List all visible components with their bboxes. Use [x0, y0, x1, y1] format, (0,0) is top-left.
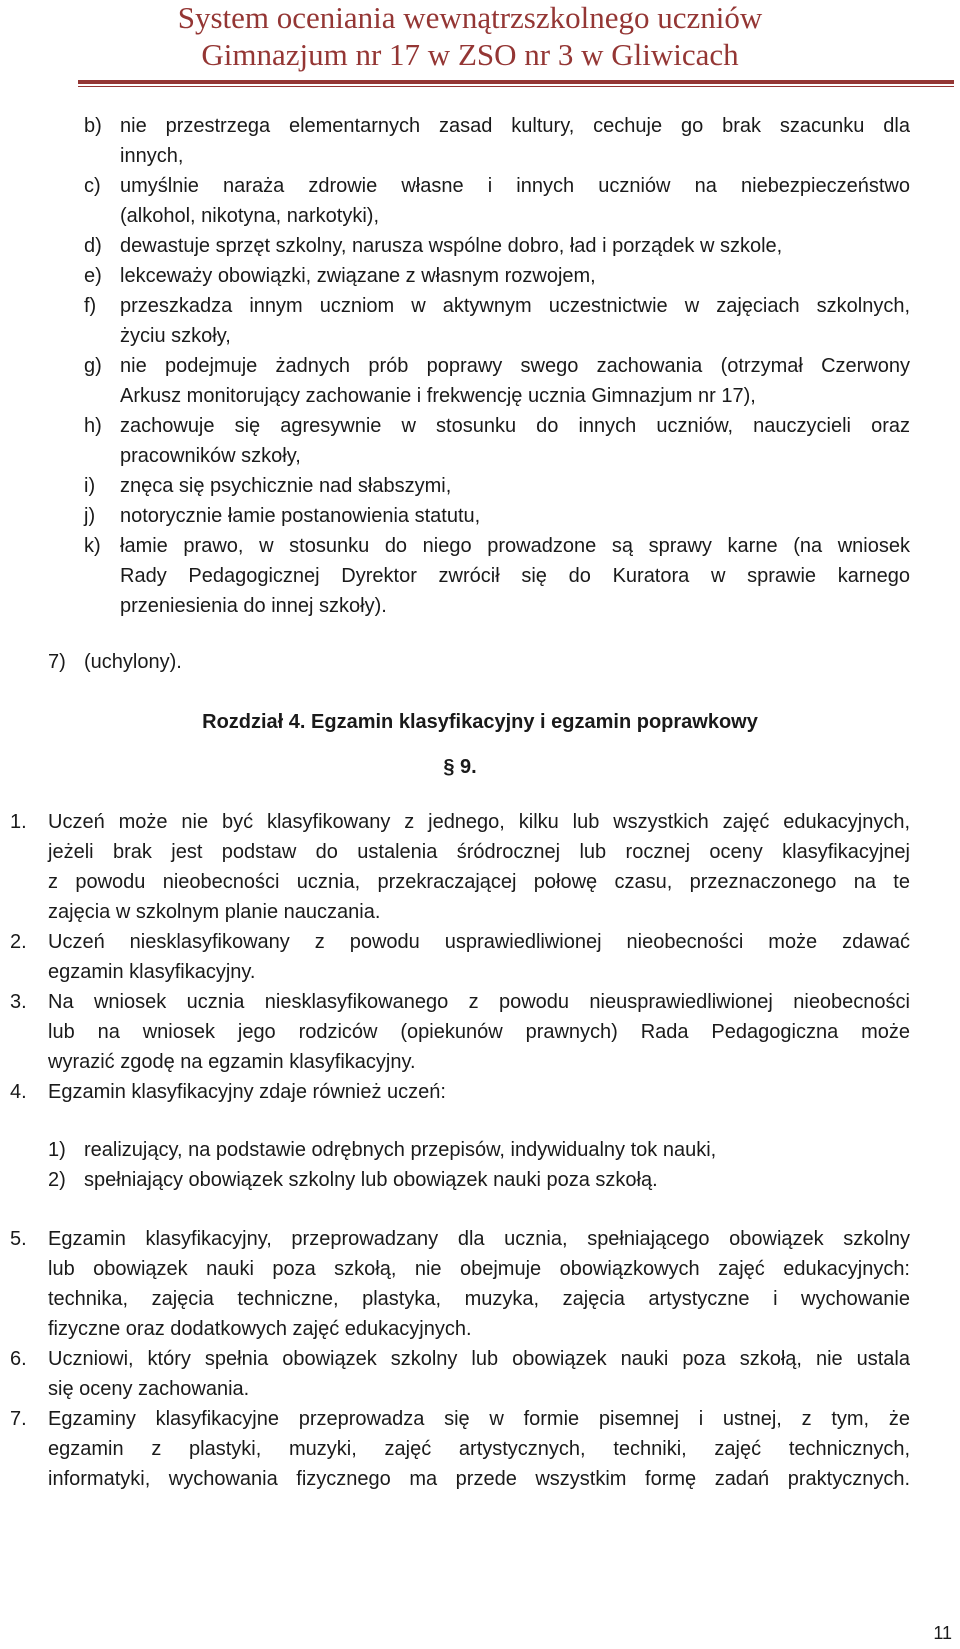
sub-item-text: znęca się psychicznie nad słabszymi, [120, 475, 452, 497]
sub-item-text: nie podejmuje żadnych prób poprawy swego zachowania (otrzymał Czerwony [120, 355, 910, 377]
sub-item-text: Rady Pedagogicznej Dyrektor zwrócił się do Kuratora w sprawie karnego [120, 565, 910, 587]
chapter-title: Rozdział 4. Egzamin klasyfikacyjny i egzamin poprawkowy [202, 711, 758, 733]
point4-item-text: spełniający obowiązek szkolny lub obowiązek nauki poza szkołą. [84, 1169, 658, 1191]
page-number: 11 [933, 1623, 952, 1643]
point-text: fizyczne oraz dodatkowych zajęć edukacyjnych. [48, 1318, 472, 1340]
point-text: lub obowiązek nauki poza szkołą, nie obejmuje obowiązkowych zajęć edukacyjnych: [48, 1258, 910, 1280]
point-text: Uczeń niesklasyfikowany z powodu usprawiedliwionej nieobecności może zdawać [48, 931, 910, 953]
point-text: wyrazić zgodę na egzamin klasyfikacyjny. [48, 1051, 416, 1073]
sub-item-text: nie przestrzega elementarnych zasad kultury, cechuje go brak szacunku dla [120, 115, 910, 137]
point-marker: 1. [10, 811, 27, 833]
sub-item-marker: k) [84, 535, 101, 557]
point-text: się oceny zachowania. [48, 1378, 250, 1400]
sub-item-text: innych, [120, 145, 184, 167]
point-marker: 4. [10, 1081, 27, 1103]
header-rule-thick [78, 80, 954, 84]
point-text: Na wniosek ucznia niesklasyfikowanego z powodu nieusprawiedliwionej nieobecności [48, 991, 910, 1013]
sub-item-marker: c) [84, 175, 101, 197]
point-marker: 7. [10, 1408, 27, 1430]
point4-item-text: realizujący, na podstawie odrębnych przepisów, indywidualny tok nauki, [84, 1139, 717, 1161]
point-text: Egzaminy klasyfikacyjne przeprowadza się w formie pisemnej i ustnej, z tym, że [48, 1408, 910, 1430]
sub-item-marker: e) [84, 265, 102, 287]
point-text: Egzamin klasyfikacyjny, przeprowadzany dla ucznia, spełniającego obowiązek szkolny [48, 1228, 910, 1250]
sub-item-marker: i) [84, 475, 96, 497]
point-text: Egzamin klasyfikacyjny zdaje również uczeń: [48, 1081, 446, 1103]
sub-item-text: lekceważy obowiązki, związane z własnym rozwojem, [120, 265, 596, 287]
point-text: jeżeli brak jest podstaw do ustalenia śródrocznej lub rocznej oceny klasyfikacyjnej [48, 841, 910, 863]
sub-item-marker: j) [84, 505, 96, 527]
item7-marker: 7) [48, 651, 66, 673]
point4-item-marker: 1) [48, 1139, 66, 1161]
sub-item-text: łamie prawo, w stosunku do niego prowadzone są sprawy karne (na wniosek [120, 535, 910, 557]
point-text: egzamin klasyfikacyjny. [48, 961, 256, 983]
sub-item-marker: h) [84, 415, 102, 437]
sub-item-marker: d) [84, 235, 102, 257]
point-text: informatyki, wychowania fizycznego ma przede wszystkim formę zadań praktycznych. [48, 1468, 910, 1490]
header-rule-thin [78, 86, 954, 87]
sub-item-text: życiu szkoły, [120, 325, 231, 347]
header-title-line1: System oceniania wewnątrzszkolnego uczniów [177, 0, 763, 35]
point-text: technika, zajęcia techniczne, plastyka, muzyka, zajęcia artystyczne i wychowanie [48, 1288, 910, 1310]
sub-item-text: zachowuje się agresywnie w stosunku do innych uczniów, nauczycieli oraz [120, 415, 910, 437]
sub-item-text: Arkusz monitorujący zachowanie i frekwencję ucznia Gimnazjum nr 17), [120, 385, 756, 407]
point-marker: 6. [10, 1348, 27, 1370]
section-number: § 9. [443, 756, 477, 778]
point-marker: 2. [10, 931, 27, 953]
point-text: Uczeń może nie być klasyfikowany z jednego, kilku lub wszystkich zajęć edukacyjnych, [48, 811, 910, 833]
sub-item-text: notorycznie łamie postanowienia statutu, [120, 505, 481, 527]
point-marker: 5. [10, 1228, 27, 1250]
sub-item-marker: b) [84, 115, 102, 137]
sub-item-marker: g) [84, 355, 102, 377]
point-marker: 3. [10, 991, 27, 1013]
sub-item-text: umyślnie naraża zdrowie własne i innych uczniów na niebezpieczeństwo [120, 175, 910, 197]
point-text: z powodu nieobecności ucznia, przekraczającej połowę czasu, przeznaczonego na te [48, 871, 910, 893]
point-text: Uczniowi, który spełnia obowiązek szkolny lub obowiązek nauki poza szkołą, nie ustala [48, 1348, 910, 1370]
point-text: lub na wniosek jego rodziców (opiekunów prawnych) Rada Pedagogiczna może [48, 1021, 910, 1043]
sub-item-text: przeszkadza innym uczniom w aktywnym uczestnictwie w zajęciach szkolnych, [120, 295, 910, 317]
sub-item-text: pracowników szkoły, [120, 445, 301, 467]
point-text: egzamin z plastyki, muzyki, zajęć artystycznych, techniki, zajęć technicznych, [48, 1438, 910, 1460]
header-title-line2: Gimnazjum nr 17 w ZSO nr 3 w Gliwicach [201, 37, 739, 72]
point-text: zajęcia w szkolnym planie nauczania. [48, 901, 381, 923]
sub-item-text: dewastuje sprzęt szkolny, narusza wspólne dobro, ład i porządek w szkole, [120, 235, 783, 257]
point4-item-marker: 2) [48, 1169, 66, 1191]
item7-text: (uchylony). [84, 651, 182, 673]
sub-item-marker: f) [84, 295, 97, 317]
sub-item-text: (alkohol, nikotyna, narkotyki), [120, 205, 380, 227]
sub-item-text: przeniesienia do innej szkoły). [120, 595, 387, 617]
